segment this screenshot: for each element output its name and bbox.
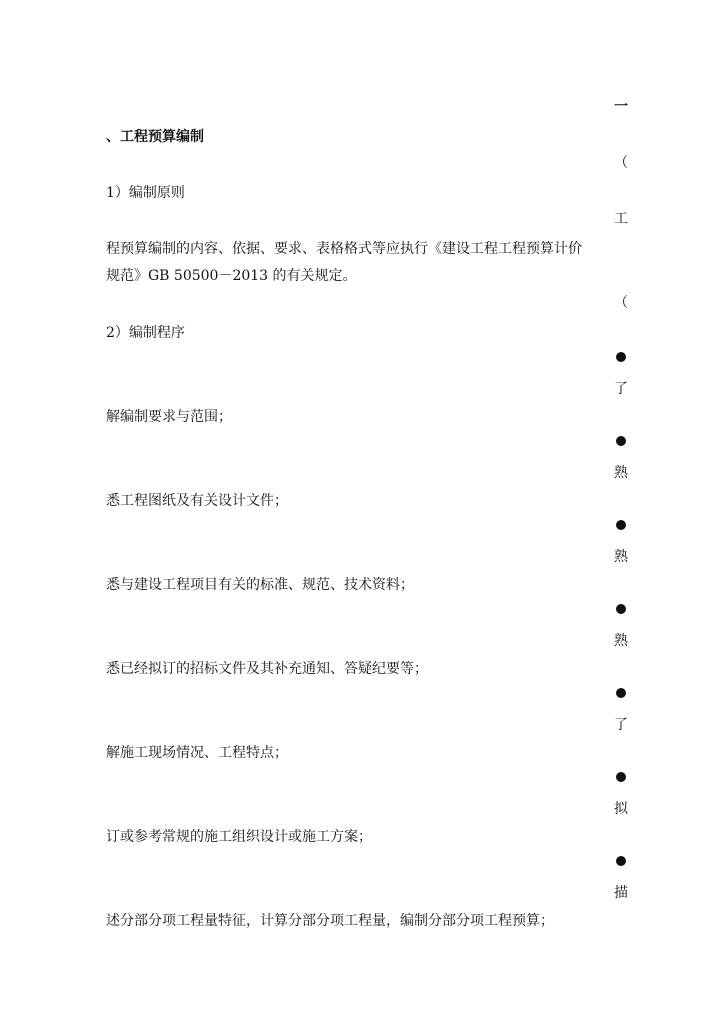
step-text: 悉工程图纸及有关设计文件； [106,493,288,509]
para1-line2: 规范》GB 50500－2013 的有关规定。 [106,268,357,284]
bullet-icon [616,604,626,614]
step-first-char: 了 [614,381,628,397]
step-text: 订或参考常规的施工组织设计或施工方案； [106,829,372,845]
step-text: 悉已经拟订的招标文件及其补充通知、答疑纪要等； [106,661,428,677]
section1-title: 1）编制原则 [106,185,185,201]
paren-fragment-1: （ [614,155,628,171]
bullet-icon [616,436,626,446]
step-text: 解编制要求与范围； [106,409,232,425]
bullet-icon [616,772,626,782]
paren-fragment-2: （ [614,295,628,311]
section-heading: 、工程预算编制 [106,129,204,145]
step-text: 解施工现场情况、工程特点； [106,745,288,761]
heading-fragment: 一 [614,99,628,115]
step-first-char: 了 [614,717,628,733]
step-text: 悉与建设工程项目有关的标准、规范、技术资料； [106,577,414,593]
step-text: 述分部分项工程量特征，计算分部分项工程量，编制分部分项工程预算； [106,913,554,929]
bullet-icon [616,352,626,362]
step-first-char: 描 [614,885,628,901]
step-first-char: 拟 [614,801,628,817]
bullet-icon [616,688,626,698]
section2-title: 2）编制程序 [106,325,185,341]
bullet-icon [616,856,626,866]
bullet-icon [616,520,626,530]
para1-first-char: 工 [614,211,628,227]
para1-line1: 程预算编制的内容、依据、要求、表格格式等应执行《建设工程工程预算计价 [106,241,582,257]
step-first-char: 熟 [614,549,628,565]
step-first-char: 熟 [614,465,628,481]
step-first-char: 熟 [614,633,628,649]
